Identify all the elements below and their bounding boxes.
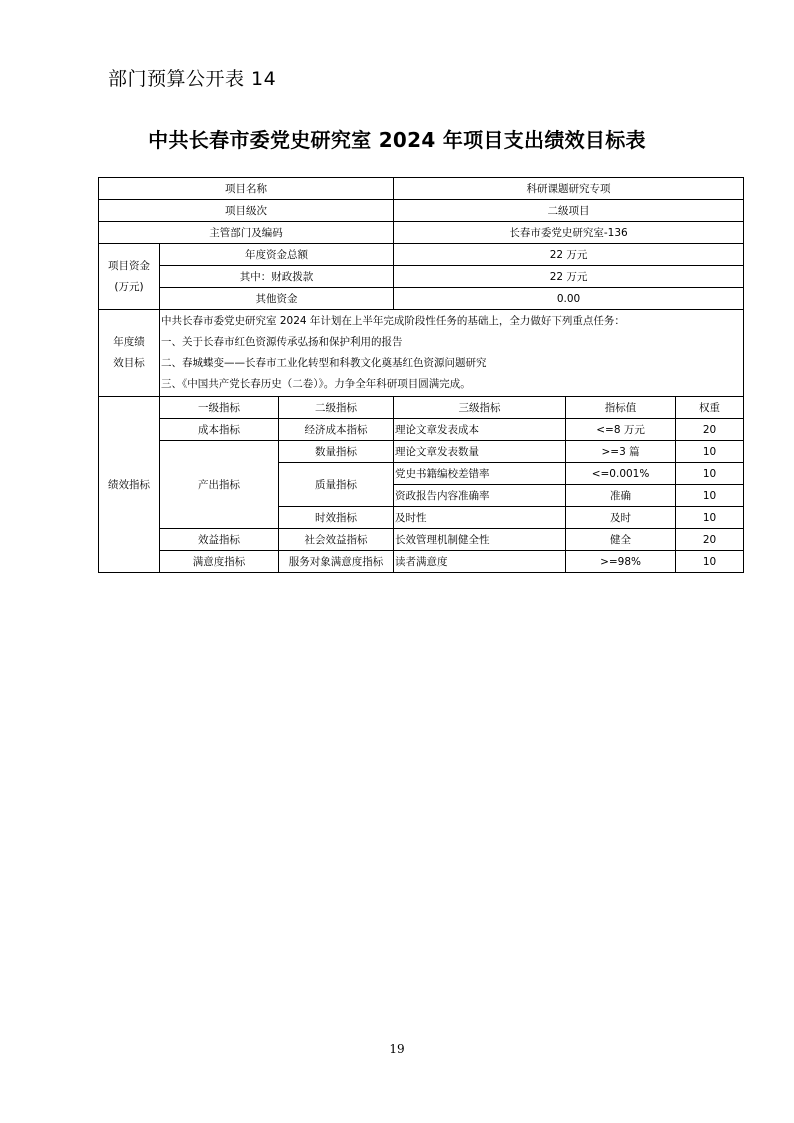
weight-cell: 20 <box>676 529 744 551</box>
level3-cell: 理论文章发表成本 <box>394 419 566 441</box>
level3-cell: 长效管理机制健全性 <box>394 529 566 551</box>
funds-fiscal-label: 其中：财政拨款 <box>160 266 394 288</box>
level2-cell: 时效指标 <box>279 507 394 529</box>
project-name-value: 科研课题研究专项 <box>394 178 744 200</box>
level2-cell: 质量指标 <box>279 463 394 507</box>
annual-goal-item-1: 一、关于长春市红色资源传承弘扬和保护利用的报告 <box>161 336 403 348</box>
weight-cell: 10 <box>676 441 744 463</box>
annual-goal-intro: 中共长春市委党史研究室 2024 年计划在上半年完成阶段性任务的基础上，全力做好下列重点任务： <box>161 315 625 327</box>
project-name-label: 项目名称 <box>99 178 394 200</box>
annual-goal-row <box>99 310 744 397</box>
department-value: 长春市委党史研究室-136 <box>394 222 744 244</box>
value-cell: 及时 <box>566 507 676 529</box>
performance-goal-table <box>98 177 744 573</box>
document-title: 中共长春市委党史研究室 2024 年项目支出绩效目标表 <box>148 128 646 152</box>
table-row <box>99 441 744 463</box>
header-value: 指标值 <box>566 397 676 419</box>
page-number: 19 <box>389 1042 405 1056</box>
value-cell: 健全 <box>566 529 676 551</box>
level3-cell: 理论文章发表数量 <box>394 441 566 463</box>
table-row <box>99 419 744 441</box>
value-cell: 准确 <box>566 485 676 507</box>
table-number-label: 部门预算公开表 14 <box>108 68 277 90</box>
value-cell: <=8 万元 <box>566 419 676 441</box>
department-row <box>99 222 744 244</box>
funds-group-label: 项目资金(万元) <box>99 244 160 310</box>
level1-cell: 产出指标 <box>160 441 279 529</box>
table-row <box>99 551 744 573</box>
department-label: 主管部门及编码 <box>99 222 394 244</box>
level3-cell: 资政报告内容准确率 <box>394 485 566 507</box>
level2-cell: 社会效益指标 <box>279 529 394 551</box>
annual-goal-item-2: 二、春城蝶变——长春市工业化转型和科教文化奠基红色资源问题研究 <box>161 357 487 369</box>
level1-cell: 效益指标 <box>160 529 279 551</box>
value-cell: <=0.001% <box>566 463 676 485</box>
value-cell: >=3 篇 <box>566 441 676 463</box>
level3-cell: 党史书籍编校差错率 <box>394 463 566 485</box>
header-weight: 权重 <box>676 397 744 419</box>
funds-fiscal-value: 22 万元 <box>394 266 744 288</box>
annual-goal-label: 年度绩效目标 <box>99 310 160 397</box>
funds-other-value: 0.00 <box>394 288 744 310</box>
level3-cell: 读者满意度 <box>394 551 566 573</box>
annual-goal-content <box>160 310 744 397</box>
funds-total-label: 年度资金总额 <box>160 244 394 266</box>
level3-cell: 及时性 <box>394 507 566 529</box>
header-level2: 二级指标 <box>279 397 394 419</box>
header-level1: 一级指标 <box>160 397 279 419</box>
project-name-row <box>99 178 744 200</box>
weight-cell: 10 <box>676 485 744 507</box>
weight-cell: 10 <box>676 507 744 529</box>
funds-fiscal-row <box>99 266 744 288</box>
indicators-section-label: 绩效指标 <box>99 397 160 573</box>
project-level-value: 二级项目 <box>394 200 744 222</box>
funds-total-value: 22 万元 <box>394 244 744 266</box>
table-row <box>99 529 744 551</box>
header-level3: 三级指标 <box>394 397 566 419</box>
level1-cell: 满意度指标 <box>160 551 279 573</box>
weight-cell: 10 <box>676 551 744 573</box>
weight-cell: 20 <box>676 419 744 441</box>
funds-total-row <box>99 244 744 266</box>
weight-cell: 10 <box>676 463 744 485</box>
project-level-row <box>99 200 744 222</box>
level2-cell: 数量指标 <box>279 441 394 463</box>
funds-other-row <box>99 288 744 310</box>
value-cell: >=98% <box>566 551 676 573</box>
funds-other-label: 其他资金 <box>160 288 394 310</box>
annual-goal-item-3: 三、《中国共产党长春历史（二卷）》。力争全年科研项目圆满完成。 <box>161 378 471 390</box>
indicator-header-row <box>99 397 744 419</box>
project-level-label: 项目级次 <box>99 200 394 222</box>
level2-cell: 服务对象满意度指标 <box>279 551 394 573</box>
level1-cell: 成本指标 <box>160 419 279 441</box>
level2-cell: 经济成本指标 <box>279 419 394 441</box>
